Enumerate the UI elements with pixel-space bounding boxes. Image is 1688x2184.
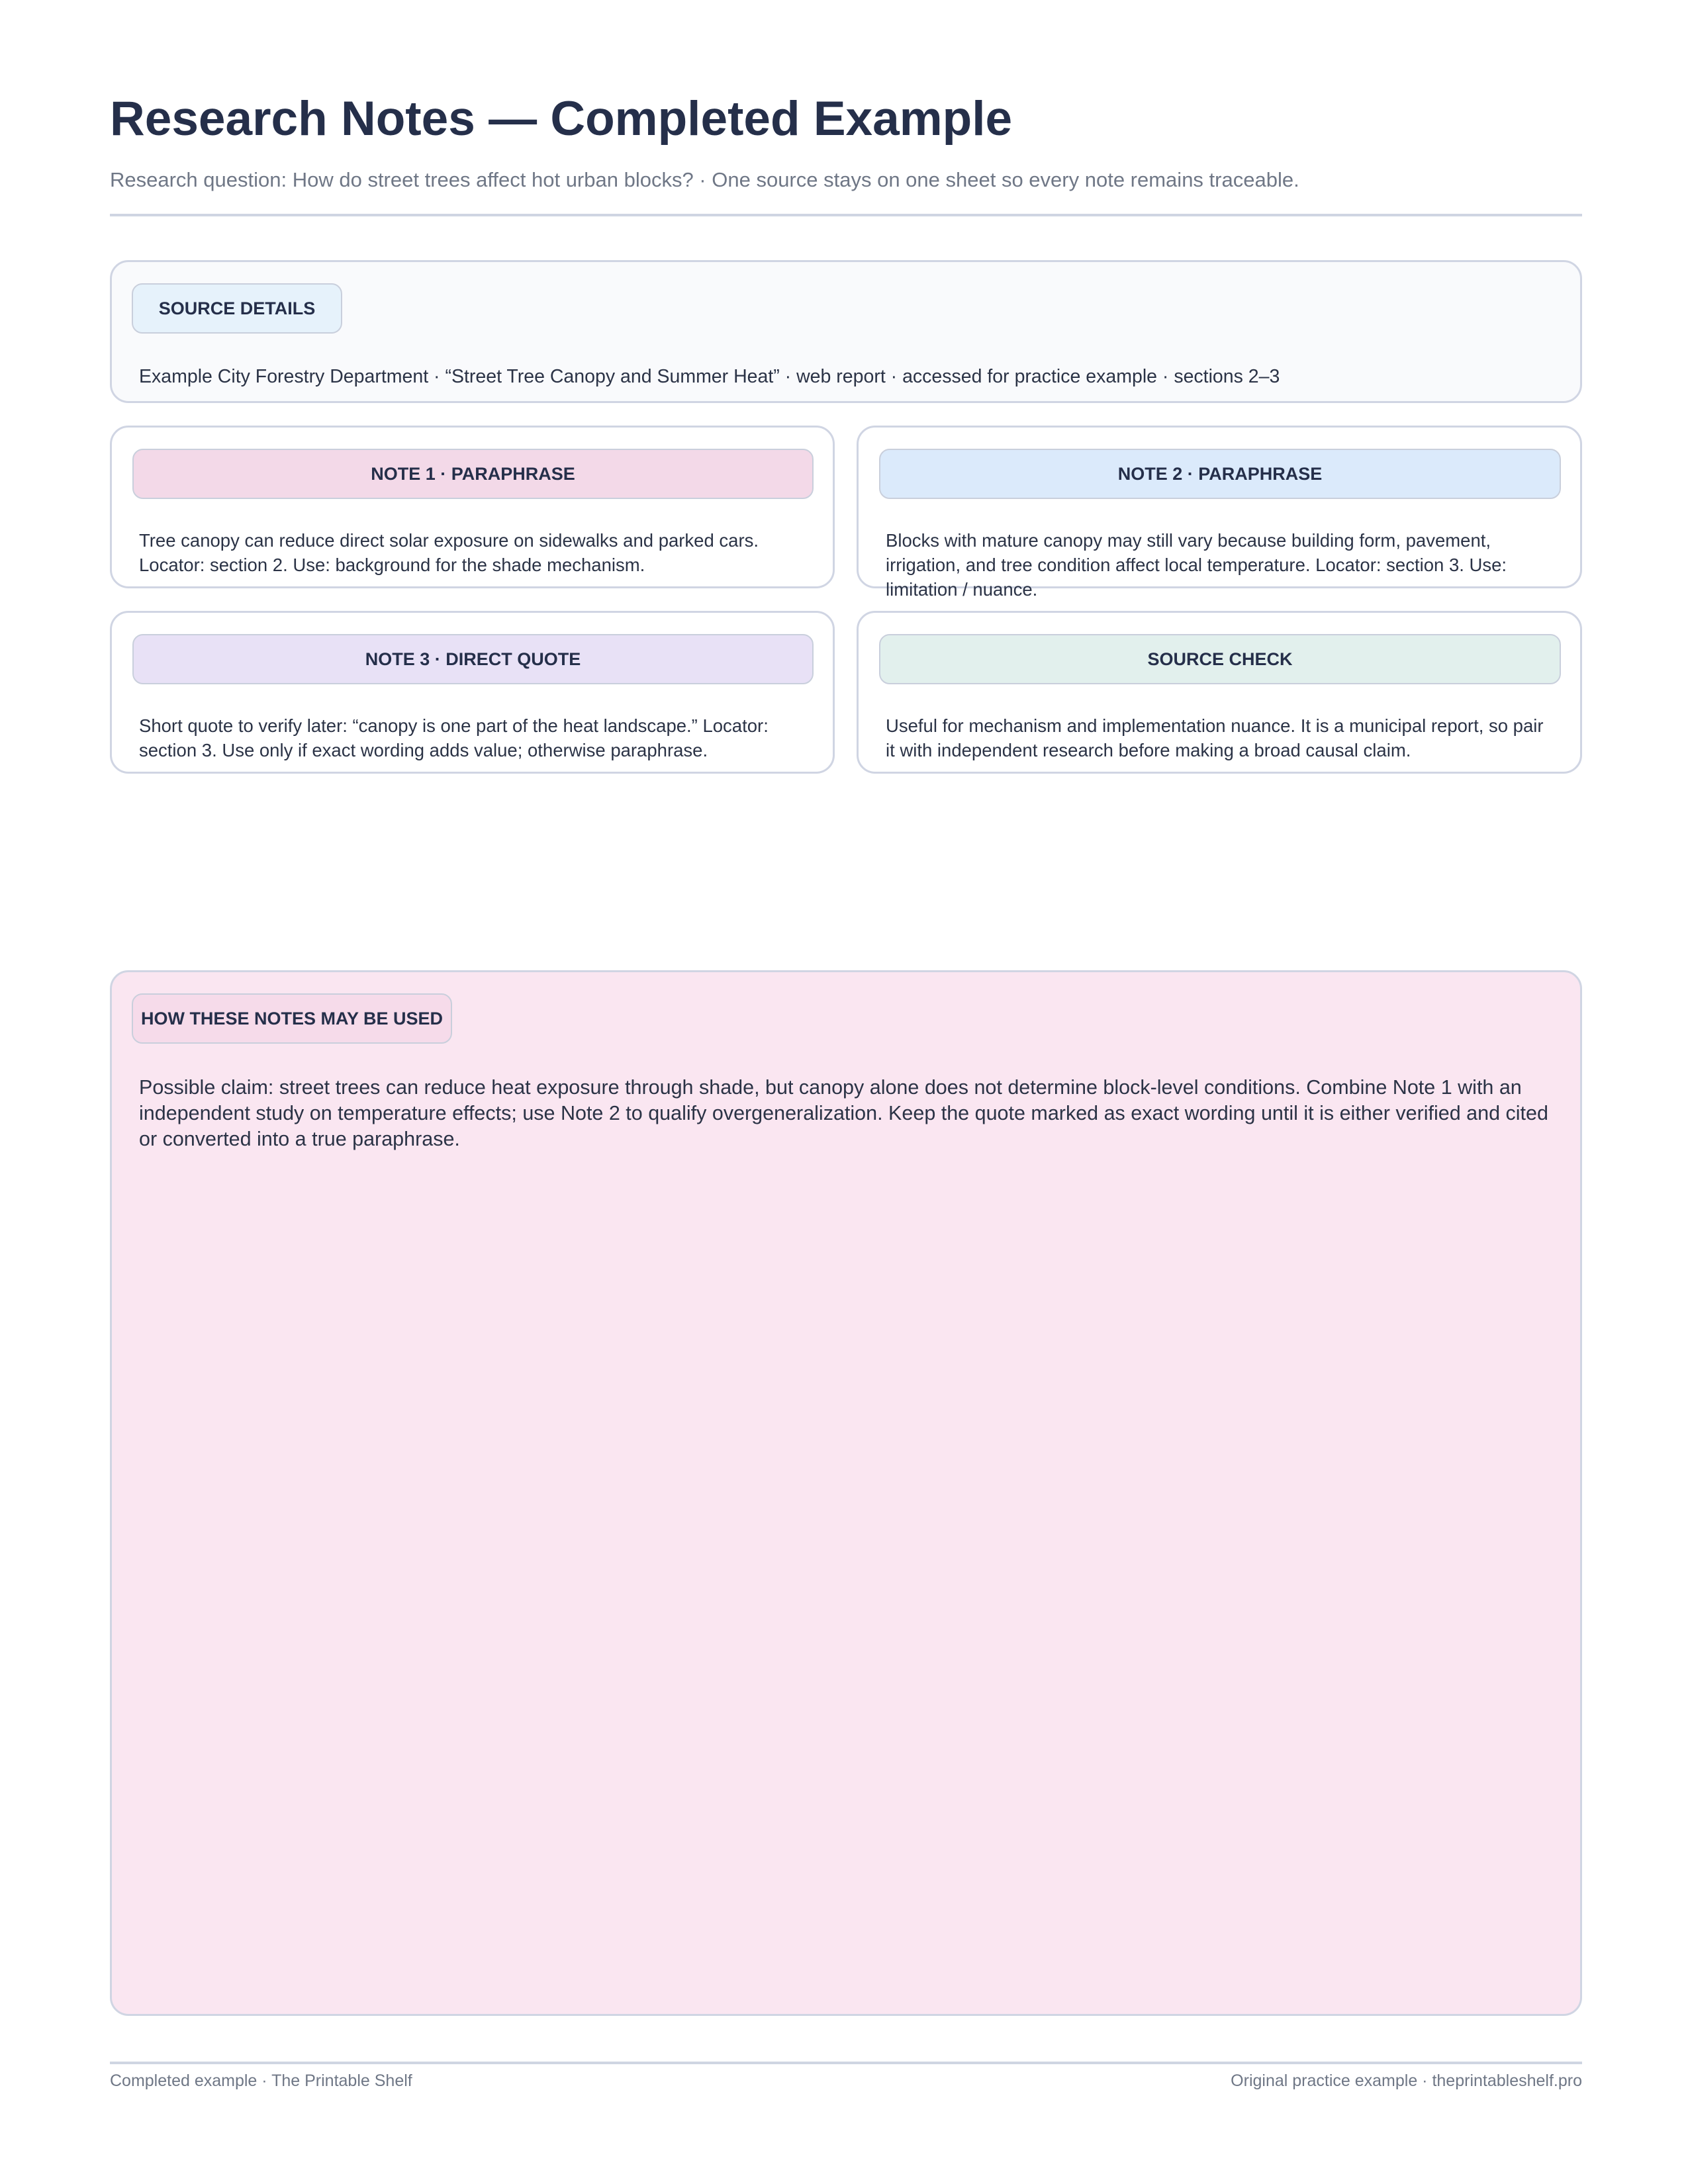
source-details-text: Example City Forestry Department · “Street Tree Canopy and Summer Heat” · web report · accessed for practice example · sections 2–3 (139, 366, 1280, 387)
source-details-card (110, 260, 1582, 403)
note-3-text: Short quote to verify later: “canopy is one part of the heat landscape.” Locator: section 3. Use only if exact wording adds value; otherwise paraphrase. (139, 715, 769, 760)
source-check-label: SOURCE CHECK (879, 634, 1561, 684)
footer-left-text: Completed example · The Printable Shelf (110, 2071, 412, 2090)
page-subtitle: Research question: How do street trees affect hot urban blocks? · One source stays on one sheet so every note remains traceable. (110, 168, 1299, 191)
footer-divider (110, 2062, 1582, 2064)
note-3-label: NOTE 3 · DIRECT QUOTE (132, 634, 814, 684)
note-1-label: NOTE 1 · PARAPHRASE (132, 449, 814, 499)
note-2-label: NOTE 2 · PARAPHRASE (879, 449, 1561, 499)
page-title: Research Notes — Completed Example (110, 92, 1013, 146)
footer-right-text: Original practice example · theprintableshelf.pro (1231, 2071, 1582, 2090)
usage-label: HOW THESE NOTES MAY BE USED (132, 993, 452, 1044)
note-2-card (857, 426, 1582, 600)
note-1-card (110, 426, 835, 588)
note-3-card (110, 611, 835, 774)
source-details-label: SOURCE DETAILS (132, 283, 342, 334)
note-1-text: Tree canopy can reduce direct solar exposure on sidewalks and parked cars. Locator: section 2. Use: background for the shade mechanism. (139, 530, 759, 575)
source-check-text: Useful for mechanism and implementation nuance. It is a municipal report, so pair it with independent research before making a broad causal claim. (886, 715, 1544, 760)
usage-text: Possible claim: street trees can reduce heat exposure through shade, but canopy alone does not determine block-level conditions. Combine Note 1 with an independent study on temperature effects; use Note 2 to qualify overgeneralization. Keep the quote marked as exact wording until it is either verified and cited or converted into a true paraphrase. (139, 1076, 1548, 1150)
header-divider (110, 214, 1582, 216)
source-check-card (857, 611, 1582, 774)
usage-card (110, 970, 1582, 2016)
note-2-text: Blocks with mature canopy may still vary because building form, pavement, irrigation, and tree condition affect local temperature. Locator: section 3. Use: limitation / nuance. (886, 530, 1507, 600)
